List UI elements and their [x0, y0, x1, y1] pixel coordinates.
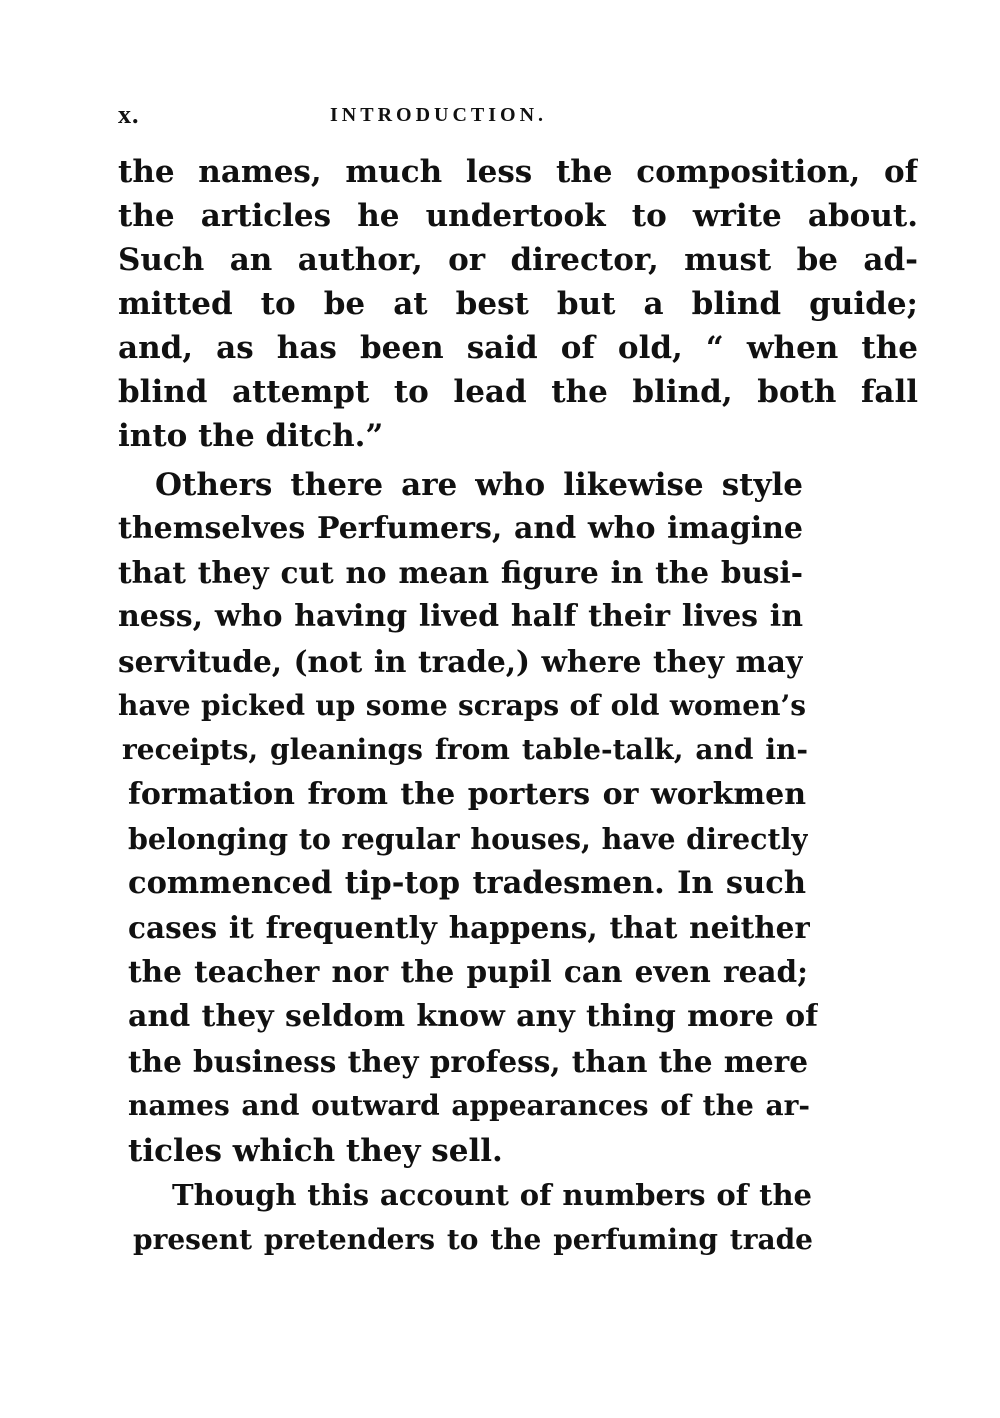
text-line: the teacher nor the pupil can even read;	[128, 954, 808, 989]
text-line: blind attempt to lead the blind, both fall	[118, 374, 918, 410]
text-line: servitude, (not in trade,) where they may	[118, 644, 803, 679]
text-line: formation from the porters or workmen	[128, 777, 806, 812]
text-line: belonging to regular houses, have directly	[128, 822, 808, 856]
text-line: Such an author, or director, must be ad-	[118, 242, 918, 278]
page-number: x.	[118, 100, 140, 129]
text-line: mitted to be at best but a blind guide;	[118, 286, 918, 322]
text-line: cases it frequently happens, that neither	[128, 910, 810, 945]
text-line: ness, who having lived half their lives in	[118, 599, 803, 634]
text-line: and they seldom know any thing more of	[128, 999, 818, 1034]
text-line: have picked up some scraps of old women’s	[118, 689, 806, 722]
text-line: and, as has been said of old, “ when the	[118, 330, 918, 366]
running-title: INTRODUCTION.	[330, 104, 548, 126]
text-line: receipts, gleanings from table-talk, and in-	[122, 733, 808, 766]
text-line: that they cut no mean figure in the busi-	[118, 555, 803, 590]
text-line: Others there are who likewise style	[155, 467, 803, 503]
text-line: the business they profess, than the mere	[128, 1044, 808, 1079]
text-line: commenced tip-top tradesmen. In such	[128, 865, 806, 901]
text-line: ticles which they sell.	[128, 1133, 503, 1169]
text-line: into the ditch.”	[118, 418, 384, 454]
running-head	[118, 100, 808, 136]
text-line: the articles he undertook to write about.	[118, 198, 918, 234]
text-line: the names, much less the composition, of	[118, 154, 918, 190]
text-line: Though this account of numbers of the	[172, 1178, 812, 1212]
text-line: present pretenders to the perfuming trade	[133, 1223, 813, 1256]
text-line: themselves Perfumers, and who imagine	[118, 511, 803, 546]
text-line: names and outward appearances of the ar-	[128, 1089, 810, 1122]
